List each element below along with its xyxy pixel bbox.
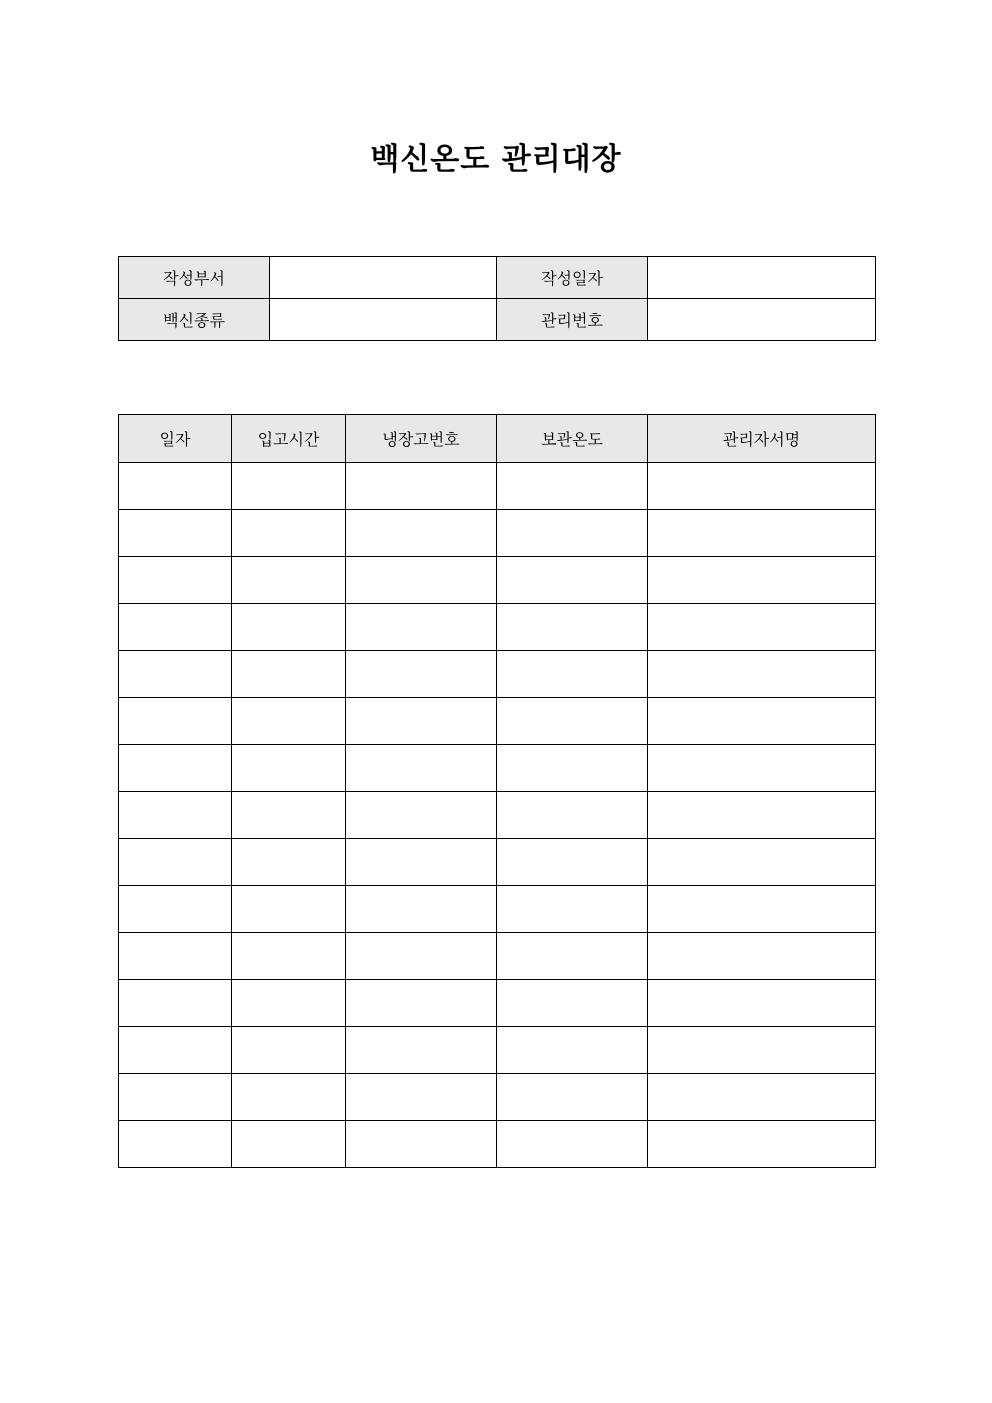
vaccine-type-label: 백신종류 xyxy=(119,299,270,341)
storage-temperature-cell[interactable] xyxy=(497,980,648,1027)
manager-signature-cell[interactable] xyxy=(648,1074,876,1121)
storage-temperature-cell[interactable] xyxy=(497,604,648,651)
log-header-row xyxy=(119,415,876,463)
info-row xyxy=(119,257,876,299)
storage-temperature-cell[interactable] xyxy=(497,557,648,604)
log-row xyxy=(119,698,876,745)
log-row xyxy=(119,1074,876,1121)
date-cell[interactable] xyxy=(119,745,232,792)
arrival-time-cell[interactable] xyxy=(232,886,346,933)
manager-signature-cell[interactable] xyxy=(648,698,876,745)
fridge-number-cell[interactable] xyxy=(346,980,497,1027)
manager-signature-cell[interactable] xyxy=(648,510,876,557)
date-cell[interactable] xyxy=(119,651,232,698)
fridge-number-cell[interactable] xyxy=(346,1121,497,1168)
storage-temperature-cell[interactable] xyxy=(497,745,648,792)
log-row xyxy=(119,745,876,792)
fridge-number-cell[interactable] xyxy=(346,745,497,792)
management-no-label: 관리번호 xyxy=(497,299,648,341)
date-field[interactable] xyxy=(648,257,876,299)
fridge-number-cell[interactable] xyxy=(346,792,497,839)
date-cell[interactable] xyxy=(119,839,232,886)
storage-temperature-cell[interactable] xyxy=(497,1074,648,1121)
log-row xyxy=(119,510,876,557)
fridge-number-cell[interactable] xyxy=(346,510,497,557)
log-row xyxy=(119,463,876,510)
manager-signature-cell[interactable] xyxy=(648,933,876,980)
fridge-number-cell[interactable] xyxy=(346,557,497,604)
log-row xyxy=(119,886,876,933)
storage-temperature-column-header: 보관온도 xyxy=(497,415,648,463)
date-cell[interactable] xyxy=(119,1121,232,1168)
log-row xyxy=(119,1121,876,1168)
date-cell[interactable] xyxy=(119,980,232,1027)
arrival-time-cell[interactable] xyxy=(232,557,346,604)
fridge-number-cell[interactable] xyxy=(346,1027,497,1074)
storage-temperature-cell[interactable] xyxy=(497,839,648,886)
date-cell[interactable] xyxy=(119,510,232,557)
department-label: 작성부서 xyxy=(119,257,270,299)
date-cell[interactable] xyxy=(119,463,232,510)
arrival-time-cell[interactable] xyxy=(232,1121,346,1168)
date-label: 작성일자 xyxy=(497,257,648,299)
log-row xyxy=(119,792,876,839)
vaccine-type-field[interactable] xyxy=(270,299,497,341)
log-row xyxy=(119,839,876,886)
manager-signature-cell[interactable] xyxy=(648,1027,876,1074)
arrival-time-cell[interactable] xyxy=(232,651,346,698)
arrival-time-cell[interactable] xyxy=(232,792,346,839)
manager-signature-cell[interactable] xyxy=(648,792,876,839)
arrival-time-cell[interactable] xyxy=(232,839,346,886)
fridge-number-cell[interactable] xyxy=(346,698,497,745)
log-row xyxy=(119,557,876,604)
date-cell[interactable] xyxy=(119,1027,232,1074)
fridge-number-cell[interactable] xyxy=(346,604,497,651)
fridge-number-cell[interactable] xyxy=(346,463,497,510)
manager-signature-column-header: 관리자서명 xyxy=(648,415,876,463)
arrival-time-cell[interactable] xyxy=(232,1074,346,1121)
management-no-field[interactable] xyxy=(648,299,876,341)
department-field[interactable] xyxy=(270,257,497,299)
date-column-header: 일자 xyxy=(119,415,232,463)
arrival-time-cell[interactable] xyxy=(232,980,346,1027)
date-cell[interactable] xyxy=(119,933,232,980)
info-table xyxy=(118,256,876,341)
document-title: 백신온도 관리대장 xyxy=(370,142,622,177)
arrival-time-column-header: 입고시간 xyxy=(232,415,346,463)
storage-temperature-cell[interactable] xyxy=(497,510,648,557)
temperature-log-table xyxy=(118,414,876,1168)
storage-temperature-cell[interactable] xyxy=(497,933,648,980)
date-cell[interactable] xyxy=(119,557,232,604)
storage-temperature-cell[interactable] xyxy=(497,463,648,510)
manager-signature-cell[interactable] xyxy=(648,604,876,651)
manager-signature-cell[interactable] xyxy=(648,463,876,510)
storage-temperature-cell[interactable] xyxy=(497,698,648,745)
arrival-time-cell[interactable] xyxy=(232,933,346,980)
date-cell[interactable] xyxy=(119,698,232,745)
storage-temperature-cell[interactable] xyxy=(497,1027,648,1074)
manager-signature-cell[interactable] xyxy=(648,980,876,1027)
log-body xyxy=(119,463,876,1168)
arrival-time-cell[interactable] xyxy=(232,604,346,651)
manager-signature-cell[interactable] xyxy=(648,886,876,933)
log-row xyxy=(119,1027,876,1074)
manager-signature-cell[interactable] xyxy=(648,557,876,604)
manager-signature-cell[interactable] xyxy=(648,745,876,792)
storage-temperature-cell[interactable] xyxy=(497,886,648,933)
date-cell[interactable] xyxy=(119,1074,232,1121)
fridge-number-cell[interactable] xyxy=(346,933,497,980)
arrival-time-cell[interactable] xyxy=(232,698,346,745)
manager-signature-cell[interactable] xyxy=(648,1121,876,1168)
fridge-number-cell[interactable] xyxy=(346,839,497,886)
storage-temperature-cell[interactable] xyxy=(497,1121,648,1168)
manager-signature-cell[interactable] xyxy=(648,651,876,698)
storage-temperature-cell[interactable] xyxy=(497,651,648,698)
arrival-time-cell[interactable] xyxy=(232,510,346,557)
log-row xyxy=(119,980,876,1027)
log-row xyxy=(119,651,876,698)
manager-signature-cell[interactable] xyxy=(648,839,876,886)
fridge-number-column-header: 냉장고번호 xyxy=(346,415,497,463)
log-row xyxy=(119,604,876,651)
info-row xyxy=(119,299,876,341)
log-row xyxy=(119,933,876,980)
arrival-time-cell[interactable] xyxy=(232,1027,346,1074)
arrival-time-cell[interactable] xyxy=(232,745,346,792)
storage-temperature-cell[interactable] xyxy=(497,792,648,839)
fridge-number-cell[interactable] xyxy=(346,651,497,698)
date-cell[interactable] xyxy=(119,886,232,933)
date-cell[interactable] xyxy=(119,604,232,651)
fridge-number-cell[interactable] xyxy=(346,886,497,933)
arrival-time-cell[interactable] xyxy=(232,463,346,510)
fridge-number-cell[interactable] xyxy=(346,1074,497,1121)
date-cell[interactable] xyxy=(119,792,232,839)
